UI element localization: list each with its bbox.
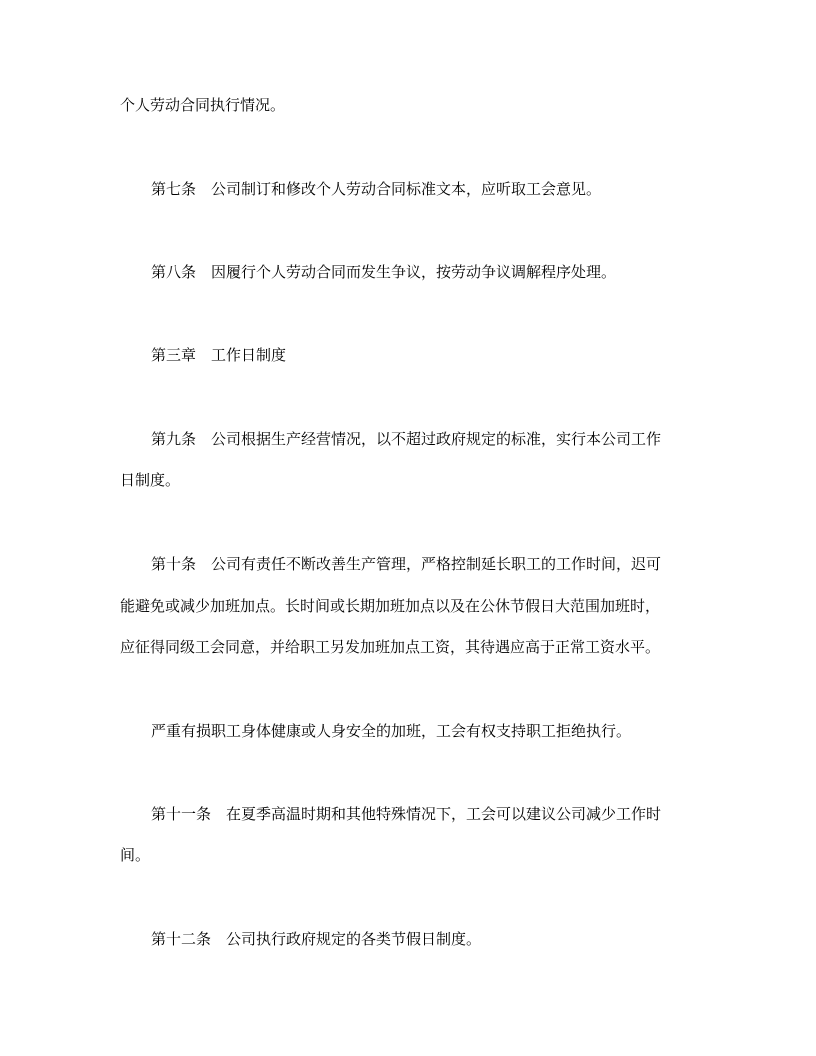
- article-11-line-2: 间。: [120, 846, 151, 864]
- chapter-3-heading: 第三章 工作日制度: [151, 346, 287, 364]
- article-9-line-1: 第九条 公司根据生产经营情况，以不超过政府规定的标准，实行本公司工作: [151, 430, 662, 448]
- overtime-refusal-line: 严重有损职工身体健康或人身安全的加班，工会有权支持职工拒绝执行。: [151, 722, 632, 740]
- text-line-contract-execution: 个人劳动合同执行情况。: [120, 96, 286, 114]
- article-7-line: 第七条 公司制订和修改个人劳动合同标准文本，应听取工会意见。: [151, 180, 602, 198]
- article-10-line-2: 能避免或减少加班加点。长时间或长期加班加点以及在公休节假日大范围加班时，: [120, 597, 661, 615]
- article-11-line-1: 第十一条 在夏季高温时期和其他特殊情况下，工会可以建议公司减少工作时: [151, 805, 662, 823]
- article-10-line-1: 第十条 公司有责任不断改善生产管理，严格控制延长职工的工作时间，迟可: [151, 555, 662, 573]
- article-10-line-3: 应征得同级工会同意，并给职工另发加班加点工资，其待遇应高于正常工资水平。: [120, 638, 661, 656]
- article-8-line: 第八条 因履行个人劳动合同而发生争议，按劳动争议调解程序处理。: [151, 263, 617, 281]
- article-12-line: 第十二条 公司执行政府规定的各类节假日制度。: [151, 930, 482, 948]
- article-9-line-2: 日制度。: [120, 471, 181, 489]
